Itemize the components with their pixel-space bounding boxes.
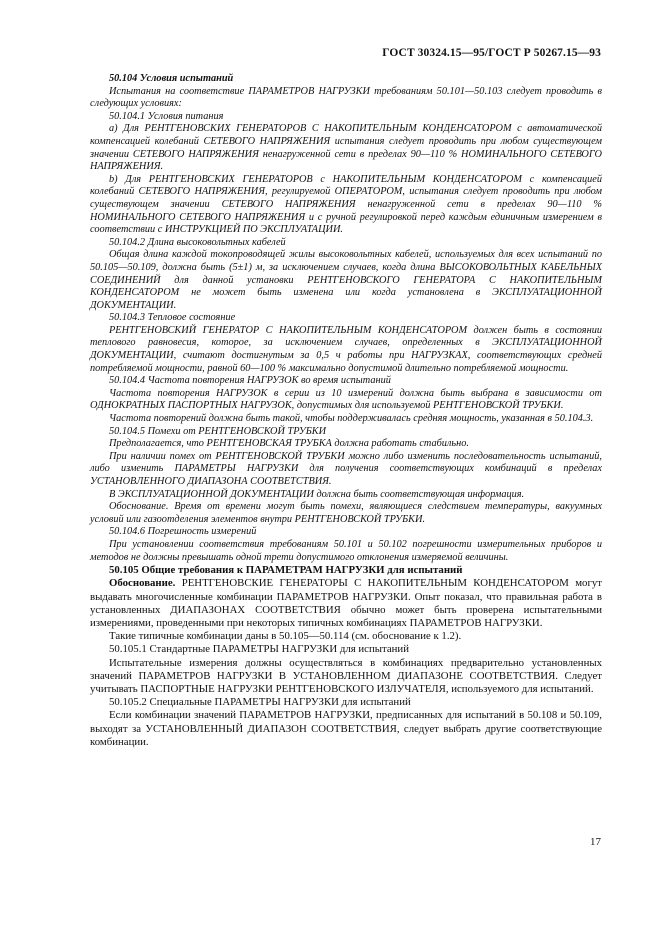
paragraph (90, 643, 602, 656)
paragraph (90, 696, 602, 709)
running-header: ГОСТ 30324.15—95/ГОСТ Р 50267.15—93 (382, 47, 601, 59)
paragraph-text: В ЭКСПЛУАТАЦИОННОЙ ДОКУМЕНТАЦИИ должна быть соответствующая информация. (109, 488, 525, 500)
paragraph-text: 50.104.5 Помехи от РЕНТГЕНОВСКОЙ ТРУБКИ (109, 425, 327, 437)
paragraph-heading: 50.104 Условия испытаний (109, 73, 234, 84)
paragraph (90, 709, 602, 749)
paragraph-text: Такие типичные комбинации даны в 50.105—50.114 (см. обоснование к 1.2). (109, 630, 462, 643)
paragraph-text: Частота повторения НАГРУЗОК в серии из 10 измерений должна быть выбрана в зависимости от ОДНОКРАТНЫХ ПАСПОРТНЫХ НАГРУЗОК, допустимых для используемой РЕНТГЕНОВСКОЙ ТРУБКИ. (90, 387, 602, 412)
paragraph-text: b) Для РЕНТГЕНОВСКИХ ГЕНЕРАТОРОВ с НАКОПИТЕЛЬНЫМ КОНДЕНСАТОРОМ с компенсацией колебаний СЕТЕВОГО НАПРЯЖЕНИЯ, регулируемой ОПЕРАТОРОМ, испытания следует проводить при любом существующем значении СЕТЕВОГО НАПРЯЖЕНИЯ ненагруженной сети в пределах 90—110 % НОМИНАЛЬНОГО СЕТЕВОГО НАПРЯЖЕНИЯ и с ручной регулировкой перед каждым единичным измерением в соответствии с ИНСТРУКЦИЕЙ ПО ЭКСПЛУАТАЦИИ. (90, 173, 602, 236)
paragraph-text: 50.104.3 Тепловое состояние (109, 312, 236, 324)
paragraph (90, 489, 602, 502)
paragraph (90, 501, 602, 526)
paragraph (90, 388, 602, 413)
paragraph-text: Испытания на соответствие ПАРАМЕТРОВ НАГРУЗКИ требованиям 50.101—50.103 следует проводить в следующих условиях: (90, 85, 602, 110)
paragraph-heading: Обоснование. (109, 577, 176, 590)
paragraph-text: Предполагается, что РЕНТГЕНОВСКАЯ ТРУБКА должна работать стабильно. (109, 438, 469, 450)
paragraph (90, 123, 602, 173)
paragraph (90, 325, 602, 375)
paragraph (90, 438, 602, 451)
paragraph (90, 451, 602, 489)
paragraph-text: Если комбинации значений ПАРАМЕТРОВ НАГРУЗКИ, предписанных для испытаний в 50.108 и 50.109, выходят за УСТАНОВЛЕННЫЙ ДИАПАЗОН СООТВЕТСТВИЯ, следует выбрать другие соответствующие комбинации. (90, 709, 602, 748)
paragraph-text: 50.104.1 Условия питания (109, 110, 224, 122)
paragraph (90, 630, 602, 643)
paragraph (90, 73, 602, 86)
paragraph-text: Обоснование. Время от времени могут быть помехи, являющиеся следствием температуры, вакуумных условий или газоотделения элементов внутри РЕНТГЕНОВСКОЙ ТРУБКИ. (90, 501, 602, 525)
paragraph (90, 657, 602, 697)
paragraph (90, 577, 602, 630)
paragraph-text: 50.104.6 Погрешность измерений (109, 526, 257, 538)
paragraph-text: 50.105.2 Специальные ПАРАМЕТРЫ НАГРУЗКИ для испытаний (109, 696, 411, 709)
paragraph-text: РЕНТГЕНОВСКИЕ ГЕНЕРАТОРЫ С НАКОПИТЕЛЬНЫМ КОНДЕНСАТОРОМ могут выдавать многочисленные комбинации ПАРАМЕТРОВ НАГРУЗКИ. Опыт показал, что правильная работа в установленных ДИАПАЗОНАХ СООТВЕТСТВИЯ обычно может быть проверена испытательными измерениями, проведенными при некоторых типичных комбинациях ПАРАМЕТРОВ НАГРУЗКИ. (90, 577, 602, 629)
paragraph (90, 564, 602, 577)
paragraph-text: Испытательные измерения должны осуществляться в комбинациях предварительно установленных значений ПАРАМЕТРОВ НАГРУЗКИ В УСТАНОВЛЕННОМ ДИАПАЗОНЕ СООТВЕТСТВИЯ. Следует учитывать ПАСПОРТНЫЕ НАГРУЗКИ РЕНТГЕНОВСКОГО ИЗЛУЧАТЕЛЯ, используемого для испытаний. (90, 656, 602, 695)
paragraph (90, 375, 602, 388)
paragraph-text: 50.105.1 Стандартные ПАРАМЕТРЫ НАГРУЗКИ для испытаний (109, 643, 409, 656)
paragraph (90, 426, 602, 439)
paragraph-text: а) Для РЕНТГЕНОВСКИХ ГЕНЕРАТОРОВ С НАКОПИТЕЛЬНЫМ КОНДЕНСАТОРОМ с автоматической компенсацией колебаний СЕТЕВОГО НАПРЯЖЕНИЯ испытания следует проводить при любом существующем значении СЕТЕВОГО НАПРЯЖЕНИЯ ненагруженной сети в пределах 90—110 % НОМИНАЛЬНОГО СЕТЕВОГО НАПРЯЖЕНИЯ. (90, 123, 602, 173)
paragraph-heading: 50.105 Общие требования к ПАРАМЕТРАМ НАГРУЗКИ для испытаний (109, 564, 463, 577)
page-number: 17 (590, 836, 601, 848)
paragraph (90, 174, 602, 237)
paragraph (90, 237, 602, 250)
paragraph (90, 413, 602, 426)
paragraph (90, 312, 602, 325)
paragraph-text: Общая длина каждой токопроводящей жилы высоковольтных кабелей, используемых для всех испытаний по 50.105—50.109, должна быть (5±1) м, за исключением случаев, когда длина ВЫСОКОВОЛЬТНЫХ КАБЕЛЬНЫХ СОЕДИНЕНИЙ для данной установки РЕНТГЕНОВСКОГО ГЕНЕРАТОРА С НАКОПИТЕЛЬНЫМ КОНДЕНСАТОРОМ не может быть изменена или когда установлена в ЭКСПЛУАТАЦИОННОЙ ДОКУМЕНТАЦИИ. (90, 249, 602, 311)
paragraph-text: При наличии помех от РЕНТГЕНОВСКОЙ ТРУБКИ можно либо изменить последовательность испытаний, либо изменить ПАРАМЕТРЫ НАГРУЗКИ для получения соответствующих комбинаций в пределах УСТАНОВЛЕННОГО ДИАПАЗОНА СООТВЕТСТВИЯ. (90, 450, 602, 487)
paragraph-text: Частота повторений должна быть такой, чтобы поддерживалась средняя мощность, указанная в 50.104.3. (109, 413, 594, 425)
paragraph (90, 249, 602, 312)
paragraph-text: РЕНТГЕНОВСКИЙ ГЕНЕРАТОР С НАКОПИТЕЛЬНЫМ КОНДЕНСАТОРОМ должен быть в состоянии теплового равновесия, которое, за исключением случаев, определенных в ЭКСПЛУАТАЦИОННОЙ ДОКУМЕНТАЦИИ, считают достигнутым за 0,5 ч работы при НАГРУЗКАХ, соответствующих средней потребляемой мощности, равной 60—100 % максимально допустимой длительно потребляемой мощности. (90, 324, 602, 374)
paragraph (90, 111, 602, 124)
paragraph-text: При установлении соответствия требованиям 50.101 и 50.102 погрешности измерительных приборов и методов не должны превышать одной трети допустимого отклонения измеряемой величины. (90, 538, 602, 563)
body-text (90, 73, 602, 749)
paragraph-text: 50.104.2 Длина высоковольтных кабелей (109, 236, 286, 248)
paragraph-text: 50.104.4 Частота повторения НАГРУЗОК во время испытаний (109, 375, 391, 387)
paragraph (90, 539, 602, 564)
paragraph (90, 526, 602, 539)
paragraph (90, 86, 602, 111)
